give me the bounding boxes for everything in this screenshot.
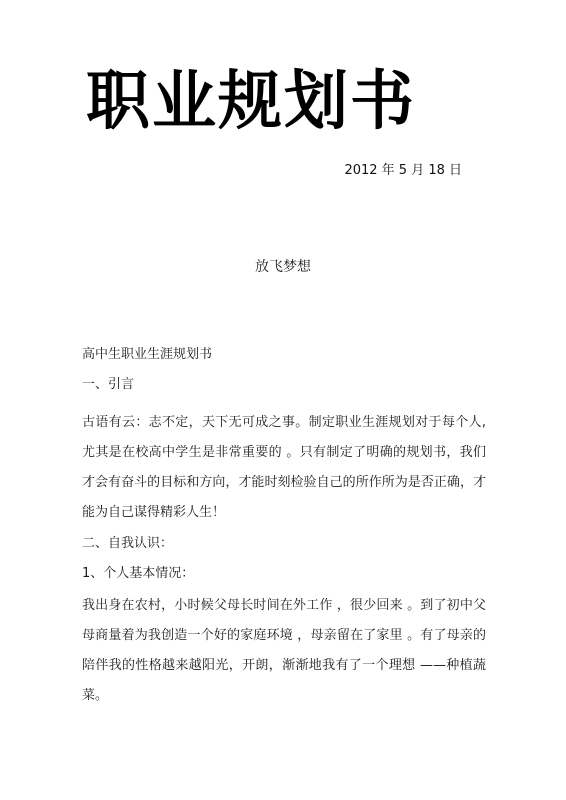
document-date: 2012 年 5 月 18 日 — [344, 163, 462, 178]
document-subtitle: 放飞梦想 — [255, 259, 311, 275]
section-heading-intro: 一、引言 — [82, 377, 135, 392]
main-heading: 高中生职业生涯规划书 — [82, 347, 213, 362]
section-heading-self-knowledge: 二、自我认识： — [82, 536, 174, 551]
paragraph-intro: 古语有云：志不定，天下无可成之事。制定职业生涯规划对于每个人,尤其是在校高中学生是非常重要的 。只有制定了明确的规划书，我们才会有奋斗的目标和方向，才能时刻检验自己的所作所为是否正确，才能为自己谋得精彩人生！ — [82, 415, 486, 520]
paragraph-basic-info: 我出身在农村，小时候父母长时间在外工作 ，很少回来 。到了初中父母商量着为我创造一个好的家庭环境 ，母亲留在了家里 。有了母亲的陪伴我的性格越来越阳光，开朗，渐渐地我有了一个理想 ——种植蔬菜。 — [82, 598, 486, 703]
document-body — [82, 345, 486, 711]
subsection-heading-basic-info: 1、个人基本情况： — [82, 566, 195, 581]
document-title: 职业规划书 — [86, 64, 416, 139]
